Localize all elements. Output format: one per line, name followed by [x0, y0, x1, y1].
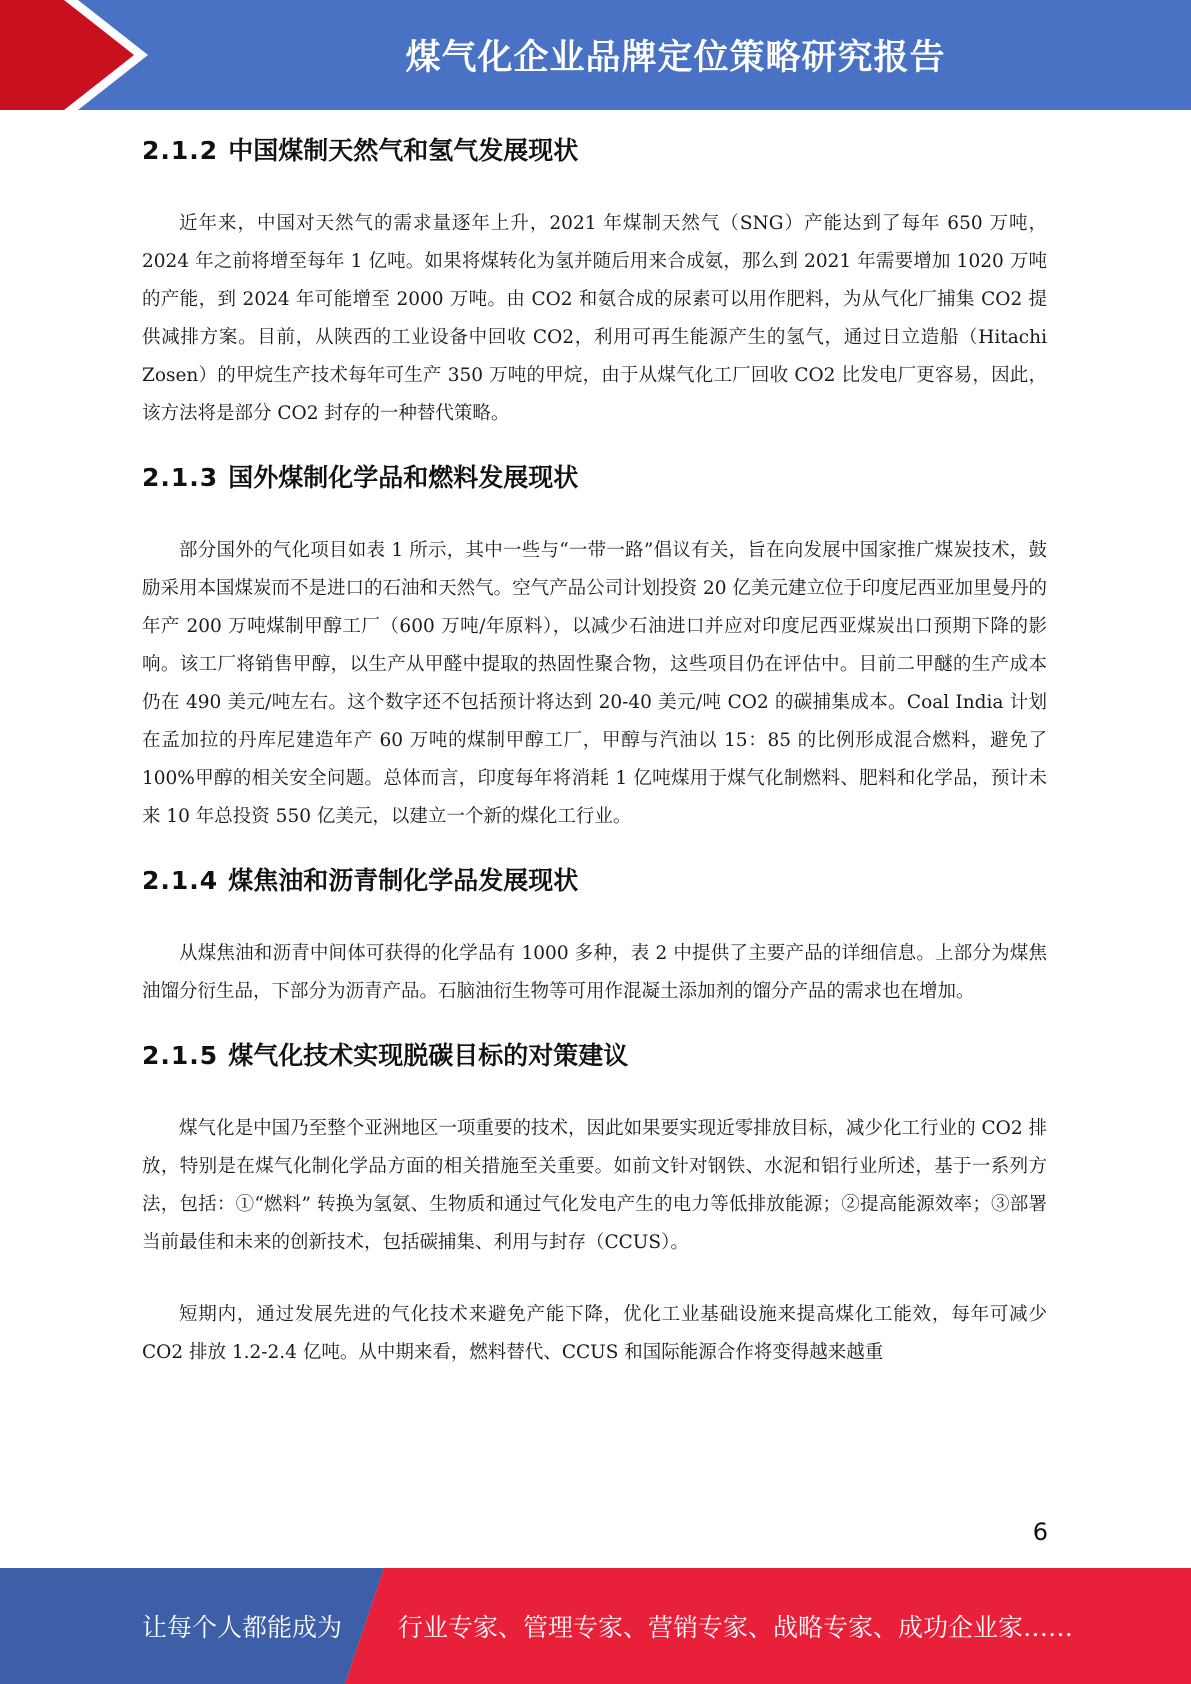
section-title: 煤焦油和沥青制化学品发展现状	[228, 866, 579, 895]
section-title: 煤气化技术实现脱碳目标的对策建议	[228, 1041, 629, 1070]
document-body	[142, 128, 1047, 1372]
footer-slogan-right: 行业专家、管理专家、营销专家、战略专家、成功企业家……	[398, 1613, 1074, 1642]
section-title: 国外煤制化学品和燃料发展现状	[228, 463, 579, 492]
footer-slogan-left: 让每个人都能成为	[142, 1613, 343, 1642]
paragraph: 煤气化是中国乃至整个亚洲地区一项重要的技术，因此如果要实现近零排放目标，减少化工行业的 CO2 排放，特别是在煤气化制化学品方面的相关措施至关重要。如前文针对钢铁、水泥和铝行业所述，基于一系列方法，包括：①“燃料” 转换为氢氨、生物质和通过气化发电产生的电力等低排放能源；②提高能源效率；③部署当前最佳和未来的创新技术，包括碳捕集、利用与封存（CCUS）。	[142, 1118, 1047, 1253]
report-title: 煤气化企业品牌定位策略研究报告	[405, 38, 946, 78]
page-number: 6	[1032, 1518, 1048, 1546]
section-number: 2.1.2	[142, 136, 219, 165]
paragraph: 短期内，通过发展先进的气化技术来避免产能下降，优化工业基础设施来提高煤化工能效，每年可减少 CO2 排放 1.2-2.4 亿吨。从中期来看，燃料替代、CCUS 和国际能源合作将变得越来越重	[142, 1304, 1047, 1363]
section-heading-2-1-5	[142, 1033, 1047, 1078]
paragraph: 部分国外的气化项目如表 1 所示，其中一些与“一带一路”倡议有关，旨在向发展中国家推广煤炭技术，鼓励采用本国煤炭而不是进口的石油和天然气。空气产品公司计划投资 20 亿美元建立位于印度尼西亚加里曼丹的年产 200 万吨煤制甲醇工厂（600 万吨/年原料），以减少石油进口并应对印度尼西亚煤炭出口预期下降的影响。该工厂将销售甲醇，以生产从甲醛中提取的热固性聚合物，这些项目仍在评估中。目前二甲醚的生产成本仍在 490 美元/吨左右。这个数字还不包括预计将达到 20-40 美元/吨 CO2 的碳捕集成本。Coal India 计划在孟加拉的丹库尼建造年产 60 万吨的煤制甲醇工厂，甲醇与汽油以 15：85 的比例形成混合燃料，避免了 100%甲醇的相关安全问题。总体而言，印度每年将消耗 1 亿吨煤用于煤气化制燃料、肥料和化学品，预计未来 10 年总投资 550 亿美元，以建立一个新的煤化工行业。	[142, 540, 1047, 827]
page-header	[0, 0, 1191, 110]
section-number: 2.1.3	[142, 463, 219, 492]
section-title: 中国煤制天然气和氢气发展现状	[228, 136, 579, 165]
section-heading-2-1-3	[142, 455, 1047, 500]
section-number: 2.1.5	[142, 1041, 219, 1070]
red-chevron-decoration	[0, 0, 160, 110]
paragraph: 近年来，中国对天然气的需求量逐年上升，2021 年煤制天然气（SNG）产能达到了每年 650 万吨，2024 年之前将增至每年 1 亿吨。如果将煤转化为氢并随后用来合成氨，那么到 2021 年需要增加 1020 万吨的产能，到 2024 年可能增至 2000 万吨。由 CO2 和氨合成的尿素可以用作肥料，为从气化厂捕集 CO2 提供减排方案。目前，从陕西的工业设备中回收 CO2，利用可再生能源产生的氢气，通过日立造船（Hitachi Zosen）的甲烷生产技术每年可生产 350 万吨的甲烷，由于从煤气化工厂回收 CO2 比发电厂更容易，因此，该方法将是部分 CO2 封存的一种替代策略。	[142, 213, 1047, 424]
page-footer	[0, 1568, 1191, 1684]
paragraph: 从煤焦油和沥青中间体可获得的化学品有 1000 多种，表 2 中提供了主要产品的详细信息。上部分为煤焦油馏分衍生品，下部分为沥青产品。石脑油衍生物等可用作混凝土添加剂的馏分产品的需求也在增加。	[142, 943, 1047, 1002]
section-heading-2-1-4	[142, 858, 1047, 903]
section-heading-2-1-2	[142, 128, 1047, 173]
section-number: 2.1.4	[142, 866, 219, 895]
